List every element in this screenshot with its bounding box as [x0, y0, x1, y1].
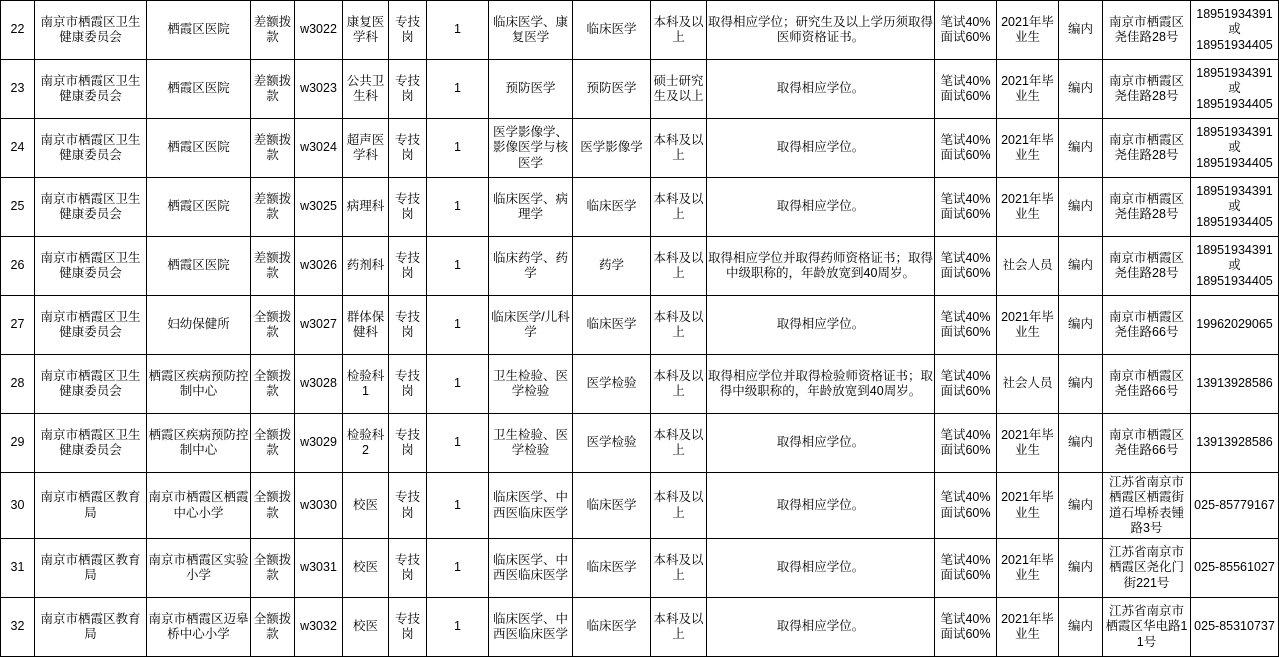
cell-unit: 南京市栖霞区迈皋桥中心小学 [147, 598, 251, 657]
cell-post-type: 专技岗 [389, 119, 427, 178]
cell-telephone: 025-85561027 [1191, 539, 1279, 598]
cell-establishment: 编内 [1059, 539, 1103, 598]
cell-exam-ratio: 笔试40%面试60% [935, 60, 997, 119]
cell-other-conditions: 取得相应学位并取得药师资格证书；取得中级职称的，年龄放宽到40周岁。 [707, 237, 935, 296]
cell-major-category: 临床医学 [573, 1, 651, 60]
cell-department: 南京市栖霞区卫生健康委员会 [35, 1, 147, 60]
cell-education: 本科及以上 [651, 539, 707, 598]
cell-other-conditions: 取得相应学位并取得检验师资格证书；取得中级职称的，年龄放宽到40周岁。 [707, 355, 935, 414]
cell-post-type: 专技岗 [389, 473, 427, 539]
cell-graduation: 2021年毕业生 [997, 1, 1059, 60]
cell-headcount: 1 [427, 355, 489, 414]
cell-headcount: 1 [427, 598, 489, 657]
cell-post-name: 药剂科 [343, 237, 389, 296]
cell-funding: 差额拨款 [251, 119, 295, 178]
cell-major-category: 医学检验 [573, 355, 651, 414]
cell-post-code: w3025 [295, 178, 343, 237]
cell-post-code: w3028 [295, 355, 343, 414]
cell-establishment: 编内 [1059, 178, 1103, 237]
cell-education: 本科及以上 [651, 414, 707, 473]
cell-other-conditions: 取得相应学位。 [707, 178, 935, 237]
cell-unit: 栖霞区疾病预防控制中心 [147, 414, 251, 473]
cell-major-category: 医学影像学 [573, 119, 651, 178]
cell-education: 本科及以上 [651, 119, 707, 178]
table-row [1, 60, 1279, 119]
cell-post-code: w3029 [295, 414, 343, 473]
cell-telephone: 18951934391 或 18951934405 [1191, 178, 1279, 237]
cell-address: 南京市栖霞区尧佳路28号 [1103, 119, 1191, 178]
cell-telephone: 025-85779167 [1191, 473, 1279, 539]
cell-headcount: 1 [427, 473, 489, 539]
cell-post-name: 病理科 [343, 178, 389, 237]
cell-post-code: w3031 [295, 539, 343, 598]
cell-telephone: 18951934391 或 18951934405 [1191, 60, 1279, 119]
cell-exam-ratio: 笔试40%面试60% [935, 237, 997, 296]
cell-other-conditions: 取得相应学位。 [707, 119, 935, 178]
cell-post-type: 专技岗 [389, 60, 427, 119]
cell-graduation: 社会人员 [997, 237, 1059, 296]
cell-unit: 南京市栖霞区实验小学 [147, 539, 251, 598]
cell-major: 预防医学 [489, 60, 573, 119]
cell-graduation: 2021年毕业生 [997, 296, 1059, 355]
cell-exam-ratio: 笔试40%面试60% [935, 119, 997, 178]
table-row [1, 598, 1279, 657]
cell-graduation: 社会人员 [997, 355, 1059, 414]
cell-no: 26 [1, 237, 35, 296]
cell-address: 南京市栖霞区尧佳路28号 [1103, 237, 1191, 296]
cell-funding: 全额拨款 [251, 414, 295, 473]
cell-unit: 栖霞区医院 [147, 1, 251, 60]
cell-no: 28 [1, 355, 35, 414]
cell-exam-ratio: 笔试40%面试60% [935, 178, 997, 237]
cell-post-name: 校医 [343, 539, 389, 598]
cell-no: 22 [1, 1, 35, 60]
cell-major: 卫生检验、医学检验 [489, 414, 573, 473]
cell-major-category: 预防医学 [573, 60, 651, 119]
cell-department: 南京市栖霞区教育局 [35, 539, 147, 598]
cell-headcount: 1 [427, 178, 489, 237]
cell-post-type: 专技岗 [389, 414, 427, 473]
cell-unit: 妇幼保健所 [147, 296, 251, 355]
cell-funding: 全额拨款 [251, 355, 295, 414]
table-row [1, 473, 1279, 539]
cell-telephone: 13913928586 [1191, 414, 1279, 473]
cell-telephone: 18951934391 或 18951934405 [1191, 237, 1279, 296]
cell-establishment: 编内 [1059, 598, 1103, 657]
cell-post-name: 超声医学科 [343, 119, 389, 178]
cell-address: 南京市栖霞区尧佳路66号 [1103, 414, 1191, 473]
cell-post-type: 专技岗 [389, 539, 427, 598]
cell-exam-ratio: 笔试40%面试60% [935, 414, 997, 473]
cell-exam-ratio: 笔试40%面试60% [935, 1, 997, 60]
cell-graduation: 2021年毕业生 [997, 598, 1059, 657]
cell-other-conditions: 取得相应学位。 [707, 473, 935, 539]
cell-other-conditions: 取得相应学位；研究生及以上学历须取得医师资格证书。 [707, 1, 935, 60]
cell-unit: 栖霞区疾病预防控制中心 [147, 355, 251, 414]
cell-funding: 全额拨款 [251, 598, 295, 657]
cell-funding: 差额拨款 [251, 178, 295, 237]
cell-funding: 全额拨款 [251, 473, 295, 539]
cell-major: 临床医学、中西医临床医学 [489, 598, 573, 657]
cell-establishment: 编内 [1059, 355, 1103, 414]
cell-department: 南京市栖霞区卫生健康委员会 [35, 119, 147, 178]
cell-no: 30 [1, 473, 35, 539]
cell-exam-ratio: 笔试40%面试60% [935, 598, 997, 657]
cell-establishment: 编内 [1059, 1, 1103, 60]
cell-establishment: 编内 [1059, 414, 1103, 473]
cell-exam-ratio: 笔试40%面试60% [935, 296, 997, 355]
cell-post-name: 公共卫生科 [343, 60, 389, 119]
cell-other-conditions: 取得相应学位。 [707, 296, 935, 355]
cell-address: 江苏省南京市栖霞区华电路11号 [1103, 598, 1191, 657]
cell-address: 南京市栖霞区尧佳路66号 [1103, 296, 1191, 355]
cell-post-code: w3024 [295, 119, 343, 178]
cell-post-name: 康复医学科 [343, 1, 389, 60]
cell-major-category: 临床医学 [573, 539, 651, 598]
cell-education: 本科及以上 [651, 237, 707, 296]
cell-no: 25 [1, 178, 35, 237]
cell-post-type: 专技岗 [389, 237, 427, 296]
cell-headcount: 1 [427, 414, 489, 473]
cell-establishment: 编内 [1059, 119, 1103, 178]
cell-post-name: 校医 [343, 598, 389, 657]
cell-post-type: 专技岗 [389, 598, 427, 657]
cell-post-type: 专技岗 [389, 178, 427, 237]
cell-major: 临床医学、康复医学 [489, 1, 573, 60]
cell-major: 医学影像学、影像医学与核医学 [489, 119, 573, 178]
table-body [1, 1, 1279, 657]
cell-department: 南京市栖霞区教育局 [35, 598, 147, 657]
cell-graduation: 2021年毕业生 [997, 473, 1059, 539]
cell-address: 江苏省南京市栖霞区栖霞街道石埠桥表锺路3号 [1103, 473, 1191, 539]
cell-post-code: w3026 [295, 237, 343, 296]
cell-other-conditions: 取得相应学位。 [707, 60, 935, 119]
cell-funding: 差额拨款 [251, 1, 295, 60]
cell-department: 南京市栖霞区卫生健康委员会 [35, 178, 147, 237]
cell-headcount: 1 [427, 237, 489, 296]
cell-telephone: 19962029065 [1191, 296, 1279, 355]
table-row [1, 414, 1279, 473]
cell-department: 南京市栖霞区教育局 [35, 473, 147, 539]
cell-telephone: 18951934391 或 18951934405 [1191, 119, 1279, 178]
cell-funding: 差额拨款 [251, 237, 295, 296]
table-row [1, 119, 1279, 178]
cell-exam-ratio: 笔试40%面试60% [935, 539, 997, 598]
cell-unit: 栖霞区医院 [147, 237, 251, 296]
cell-exam-ratio: 笔试40%面试60% [935, 355, 997, 414]
cell-funding: 全额拨款 [251, 296, 295, 355]
cell-graduation: 2021年毕业生 [997, 60, 1059, 119]
cell-post-code: w3022 [295, 1, 343, 60]
cell-post-name: 群体保健科 [343, 296, 389, 355]
cell-post-name: 校医 [343, 473, 389, 539]
cell-headcount: 1 [427, 539, 489, 598]
cell-address: 南京市栖霞区尧佳路28号 [1103, 60, 1191, 119]
cell-department: 南京市栖霞区卫生健康委员会 [35, 237, 147, 296]
cell-major: 临床医学/儿科学 [489, 296, 573, 355]
cell-post-type: 专技岗 [389, 1, 427, 60]
cell-department: 南京市栖霞区卫生健康委员会 [35, 355, 147, 414]
cell-post-code: w3030 [295, 473, 343, 539]
cell-major: 临床药学、药学 [489, 237, 573, 296]
cell-no: 27 [1, 296, 35, 355]
cell-education: 本科及以上 [651, 296, 707, 355]
table-row [1, 355, 1279, 414]
cell-other-conditions: 取得相应学位。 [707, 598, 935, 657]
cell-major: 临床医学、中西医临床医学 [489, 473, 573, 539]
cell-post-type: 专技岗 [389, 355, 427, 414]
cell-other-conditions: 取得相应学位。 [707, 414, 935, 473]
cell-other-conditions: 取得相应学位。 [707, 539, 935, 598]
table-row [1, 237, 1279, 296]
cell-major: 临床医学、病理学 [489, 178, 573, 237]
cell-unit: 栖霞区医院 [147, 178, 251, 237]
cell-telephone: 18951934391 或 18951934405 [1191, 1, 1279, 60]
cell-graduation: 2021年毕业生 [997, 414, 1059, 473]
cell-no: 32 [1, 598, 35, 657]
cell-graduation: 2021年毕业生 [997, 539, 1059, 598]
cell-education: 本科及以上 [651, 598, 707, 657]
cell-department: 南京市栖霞区卫生健康委员会 [35, 296, 147, 355]
cell-post-code: w3023 [295, 60, 343, 119]
cell-education: 本科及以上 [651, 1, 707, 60]
cell-post-name: 检验科1 [343, 355, 389, 414]
cell-no: 29 [1, 414, 35, 473]
cell-major-category: 药学 [573, 237, 651, 296]
cell-exam-ratio: 笔试40%面试60% [935, 473, 997, 539]
cell-major-category: 医学检验 [573, 414, 651, 473]
cell-graduation: 2021年毕业生 [997, 119, 1059, 178]
cell-post-code: w3032 [295, 598, 343, 657]
cell-headcount: 1 [427, 119, 489, 178]
cell-establishment: 编内 [1059, 237, 1103, 296]
cell-headcount: 1 [427, 60, 489, 119]
cell-education: 硕士研究生及以上 [651, 60, 707, 119]
cell-post-code: w3027 [295, 296, 343, 355]
cell-unit: 栖霞区医院 [147, 119, 251, 178]
cell-funding: 全额拨款 [251, 539, 295, 598]
cell-funding: 差额拨款 [251, 60, 295, 119]
cell-department: 南京市栖霞区卫生健康委员会 [35, 60, 147, 119]
cell-unit: 栖霞区医院 [147, 60, 251, 119]
cell-establishment: 编内 [1059, 296, 1103, 355]
cell-establishment: 编内 [1059, 60, 1103, 119]
cell-unit: 南京市栖霞区栖霞中心小学 [147, 473, 251, 539]
cell-no: 23 [1, 60, 35, 119]
cell-post-type: 专技岗 [389, 296, 427, 355]
cell-establishment: 编内 [1059, 473, 1103, 539]
cell-major-category: 临床医学 [573, 598, 651, 657]
cell-no: 31 [1, 539, 35, 598]
cell-post-name: 检验科2 [343, 414, 389, 473]
cell-education: 本科及以上 [651, 355, 707, 414]
cell-headcount: 1 [427, 296, 489, 355]
cell-headcount: 1 [427, 1, 489, 60]
cell-address: 南京市栖霞区尧佳路28号 [1103, 1, 1191, 60]
table-row [1, 539, 1279, 598]
cell-major-category: 临床医学 [573, 296, 651, 355]
table-row [1, 178, 1279, 237]
cell-major: 卫生检验、医学检验 [489, 355, 573, 414]
table-row [1, 1, 1279, 60]
cell-telephone: 13913928586 [1191, 355, 1279, 414]
cell-address: 南京市栖霞区尧佳路28号 [1103, 178, 1191, 237]
cell-department: 南京市栖霞区卫生健康委员会 [35, 414, 147, 473]
cell-major-category: 临床医学 [573, 178, 651, 237]
table-row [1, 296, 1279, 355]
cell-education: 本科及以上 [651, 178, 707, 237]
cell-address: 江苏省南京市栖霞区尧化门街221号 [1103, 539, 1191, 598]
cell-education: 本科及以上 [651, 473, 707, 539]
cell-major-category: 临床医学 [573, 473, 651, 539]
cell-graduation: 2021年毕业生 [997, 178, 1059, 237]
cell-no: 24 [1, 119, 35, 178]
cell-address: 南京市栖霞区尧佳路66号 [1103, 355, 1191, 414]
cell-telephone: 025-85310737 [1191, 598, 1279, 657]
cell-major: 临床医学、中西医临床医学 [489, 539, 573, 598]
